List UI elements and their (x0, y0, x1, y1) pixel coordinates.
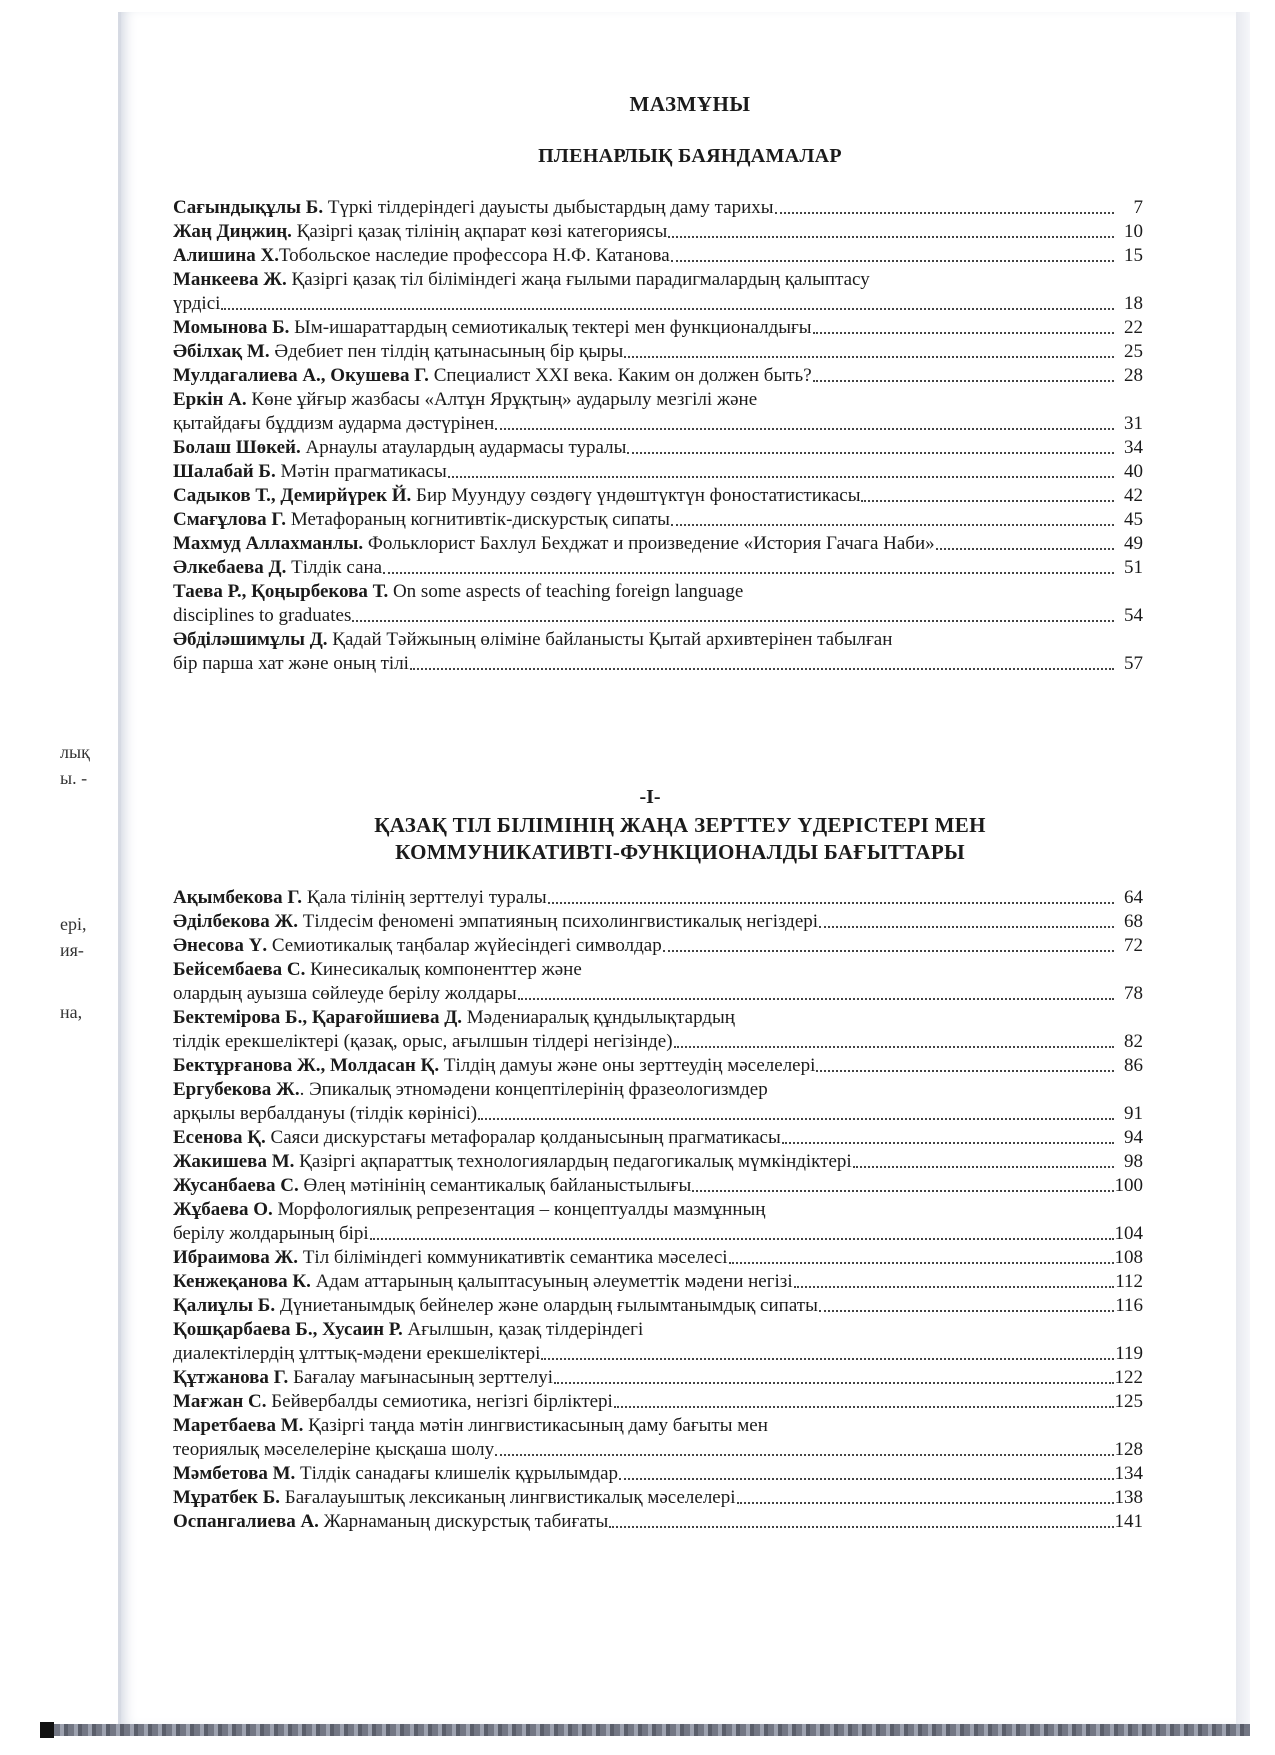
page-number: 7 (1133, 197, 1143, 218)
toc-entry-authors: Смағұлова Г. (173, 509, 287, 530)
dot-leader (671, 260, 1114, 262)
page-number: 51 (1124, 557, 1143, 578)
toc-entry-authors: Ақымбекова Г. (173, 887, 303, 908)
toc-entry (173, 532, 1143, 556)
toc-entry-line (173, 604, 1143, 628)
toc-entry-authors: Әділбекова Ж. (173, 911, 299, 932)
toc-entry-lead (173, 1342, 540, 1366)
page-number: 112 (1115, 1271, 1143, 1292)
left-page-fragment: лық (60, 742, 90, 762)
toc-entry (173, 910, 1143, 934)
toc-entry-title: Дүниетанымдық бейнелер және олардың ғылымтанымдық сипаты (275, 1295, 818, 1316)
toc-entry (173, 1198, 1143, 1246)
dot-leader (782, 1142, 1114, 1144)
section1-toc (173, 886, 1143, 1534)
toc-entry-authors: Жұбаева О. (173, 1199, 273, 1220)
toc-entry-title: тілдік ерекшеліктері (қазақ, орыс, ағылшын тілдері негізінде) (173, 1031, 673, 1052)
toc-entry (173, 1366, 1143, 1390)
toc-entry-authors: Жаң Диңжиң. (173, 221, 292, 242)
toc-entry-title: Мәдениаралық құндылықтардың (462, 1007, 735, 1028)
dot-leader (627, 452, 1114, 454)
toc-entry-lead (173, 652, 409, 676)
toc-entry-first-line (173, 1078, 1143, 1102)
page-number: 134 (1114, 1463, 1143, 1484)
toc-entry-authors: Есенова Қ. (173, 1127, 266, 1148)
toc-entry-line (173, 910, 1143, 934)
toc-entry-lead (173, 1270, 793, 1294)
toc-entry-authors: Сағындықұлы Б. (173, 197, 324, 218)
dot-leader (819, 926, 1114, 928)
toc-entry-title: Қадай Тәйжының өліміне байланысты Қытай архивтерінен табылған (327, 629, 893, 650)
scan-mark (40, 1722, 54, 1738)
toc-entry-authors: Шалабай Б. (173, 461, 276, 482)
toc-entry-line (173, 292, 1143, 316)
toc-entry-title: Тілдесім феномені эмпатияның психолингвистикалық негіздері (298, 911, 819, 932)
toc-entry-authors: Құтжанова Г. (173, 1367, 289, 1388)
toc-entry-lead (173, 1222, 369, 1246)
left-page-fragment: на, (60, 1002, 83, 1022)
toc-entry-line (173, 244, 1143, 268)
toc-entry-lead (173, 1150, 852, 1174)
toc-entry-first-line (173, 628, 1143, 652)
page-number: 86 (1124, 1055, 1143, 1076)
toc-entry-authors: Таева Р., Қоңырбекова Т. (173, 581, 389, 602)
scan-bottom-band (40, 1724, 1250, 1736)
toc-entry-title: disciplines to graduates (173, 605, 352, 626)
toc-entry-lead (173, 1486, 736, 1510)
toc-entry (173, 484, 1143, 508)
toc-entry-line (173, 1030, 1143, 1054)
dot-leader (624, 356, 1114, 358)
toc-entry-authors: Жусанбаева С. (173, 1175, 299, 1196)
toc-entry-lead (173, 1246, 728, 1270)
toc-entry (173, 268, 1143, 316)
toc-entry-title: арқылы вербалдануы (тілдік көрінісі) (173, 1103, 478, 1124)
toc-entry-line (173, 1054, 1143, 1078)
toc-entry-lead (173, 316, 812, 340)
dot-leader (936, 548, 1114, 550)
toc-entry-authors: Болаш Шөкей. (173, 437, 301, 458)
toc-entry-line (173, 1270, 1143, 1294)
toc-entry (173, 958, 1143, 1006)
plenary-toc (173, 196, 1143, 676)
toc-entry (173, 1510, 1143, 1534)
toc-entry-line (173, 532, 1143, 556)
toc-entry (173, 1318, 1143, 1366)
dot-leader (410, 668, 1114, 670)
toc-entry-title: Специалист XXI века. Каким он должен быть? (428, 365, 812, 386)
toc-entry-authors: Жакишева М. (173, 1151, 295, 1172)
toc-entry-lead (173, 244, 670, 268)
dot-leader (794, 1286, 1114, 1288)
toc-entry-first-line (173, 580, 1143, 604)
dot-leader (775, 212, 1114, 214)
toc-entry (173, 580, 1143, 628)
toc-entry-line (173, 508, 1143, 532)
dot-leader (692, 1190, 1113, 1192)
toc-entry-lead (173, 532, 935, 556)
page-number: 108 (1114, 1247, 1143, 1268)
dot-leader (548, 902, 1114, 904)
dot-leader (671, 524, 1114, 526)
toc-entry-lead (173, 604, 351, 628)
toc-entry-lead (173, 220, 667, 244)
toc-entry-lead (173, 292, 220, 316)
toc-entry (173, 196, 1143, 220)
toc-entry-line (173, 220, 1143, 244)
toc-entry-lead (173, 1054, 815, 1078)
toc-entry-title: Тіл біліміндегі коммуникативтік семантика мәселесі (298, 1247, 728, 1268)
toc-entry-title: Кинесикалық компоненттер және (305, 959, 582, 980)
toc-entry-lead (173, 1174, 691, 1198)
section-heading (300, 812, 1060, 866)
toc-entry-authors: Кенжеқанова К. (173, 1271, 311, 1292)
toc-entry-line (173, 1174, 1143, 1198)
page-number: 28 (1124, 365, 1143, 386)
dot-leader (813, 380, 1114, 382)
dot-leader (495, 1454, 1113, 1456)
toc-entry-title: . Эпикалық этномәдени концептілерінің фразеологизмдер (299, 1079, 768, 1100)
dot-leader (816, 1070, 1114, 1072)
page-number: 119 (1115, 1343, 1143, 1364)
toc-entry (173, 364, 1143, 388)
toc-entry-title: Көне ұйғыр жазбасы «Алтұн Ярұқтың» аударылу мезгілі және (246, 389, 758, 410)
toc-entry (173, 934, 1143, 958)
toc-entry-authors: Әбілхақ М. (173, 341, 270, 362)
section-heading-line-2: КОММУНИКАТИВТІ-ФУНКЦИОНАЛДЫ БАҒЫТТАРЫ (395, 840, 965, 864)
toc-entry-lead (173, 364, 812, 388)
toc-entry-lead (173, 436, 626, 460)
toc-entry-line (173, 886, 1143, 910)
toc-entry-title: Ағылшын, қазақ тілдеріндегі (402, 1319, 644, 1340)
toc-entry-first-line (173, 268, 1143, 292)
toc-entry (173, 886, 1143, 910)
toc-entry-title: Өлең мәтінінің семантикалық байланыстылығы (298, 1175, 692, 1196)
toc-entry-title: бір парша хат және оның тілі (173, 653, 409, 674)
toc-entry (173, 1054, 1143, 1078)
toc-entry-title: Арнаулы атаулардың аудармасы туралы (300, 437, 627, 458)
toc-entry-authors: Мәмбетова М. (173, 1463, 296, 1484)
toc-entry-authors: Мағжан С. (173, 1391, 267, 1412)
toc-entry-authors: Махмуд Аллахманлы. (173, 533, 364, 554)
toc-entry-title: Тілдің дамуы және оны зерттеудің мәселелері (439, 1055, 816, 1076)
page-number: 141 (1114, 1511, 1143, 1532)
dot-leader (221, 308, 1114, 310)
toc-entry (173, 508, 1143, 532)
toc-entry (173, 388, 1143, 436)
toc-entry-lead (173, 412, 494, 436)
toc-entry-title: теориялық мәселелеріне қысқаша шолу (173, 1439, 495, 1460)
page-number: 94 (1124, 1127, 1143, 1148)
page-number: 54 (1124, 605, 1143, 626)
toc-entry-title: Адам аттарының қалыптасуының әлеуметтік мәдени негізі (310, 1271, 793, 1292)
dot-leader (819, 1310, 1114, 1312)
toc-entry-authors: Маретбаева М. (173, 1415, 304, 1436)
page-number: 91 (1124, 1103, 1143, 1124)
toc-entry-lead (173, 196, 774, 220)
dot-leader (554, 1382, 1113, 1384)
toc-entry-line (173, 1510, 1143, 1534)
toc-entry (173, 340, 1143, 364)
page-number: 22 (1124, 317, 1143, 338)
plenary-heading: ПЛЕНАРЛЫҚ БАЯНДАМАЛАР (538, 145, 842, 167)
toc-entry-authors: Бектұрғанова Ж., Молдасан Қ. (173, 1055, 440, 1076)
toc-entry (173, 460, 1143, 484)
toc-entry-lead (173, 556, 382, 580)
toc-entry-lead (173, 886, 547, 910)
toc-entry-line (173, 1486, 1143, 1510)
page-number: 72 (1124, 935, 1143, 956)
toc-entry-authors: Әбділәшимұлы Д. (173, 629, 328, 650)
toc-entry (173, 1126, 1143, 1150)
toc-entry-authors: Әнесова Ү. (173, 935, 268, 956)
toc-entry-lead (173, 1510, 608, 1534)
dot-leader (663, 950, 1114, 952)
dot-leader (518, 998, 1114, 1000)
toc-entry-title: Қала тілінің зерттелуі туралы (302, 887, 547, 908)
toc-entry-title: Бир Муундуу сөздөгү үндөштүктүн фоностатистикасы (411, 485, 861, 506)
toc-entry (173, 628, 1143, 676)
dot-leader (861, 500, 1114, 502)
page-number: 98 (1124, 1151, 1143, 1172)
toc-entry (173, 220, 1143, 244)
page-number: 128 (1114, 1439, 1143, 1460)
toc-entry (173, 1246, 1143, 1270)
toc-entry-first-line (173, 958, 1143, 982)
toc-entry-authors: Әлкебаева Д. (173, 557, 287, 578)
dot-leader (352, 620, 1114, 622)
left-page-fragment: ы. - (60, 768, 88, 788)
toc-entry-authors: Мұратбек Б. (173, 1487, 281, 1508)
toc-entry-line (173, 1462, 1143, 1486)
toc-entry-lead (173, 1294, 818, 1318)
toc-entry-line (173, 1390, 1143, 1414)
page-number: 104 (1114, 1223, 1143, 1244)
toc-entry-line (173, 196, 1143, 220)
toc-entry-lead (173, 982, 517, 1006)
left-page-fragment: ия- (60, 940, 84, 960)
toc-entry-authors: Алишина Х. (173, 245, 279, 266)
toc-entry-title: берілу жолдарының бірі (173, 1223, 369, 1244)
toc-entry-title: олардың ауызша сөйлеуде берілу жолдары (173, 983, 517, 1004)
toc-entry-lead (173, 340, 623, 364)
page-edge (1236, 12, 1250, 1728)
toc-entry-first-line (173, 1006, 1143, 1030)
toc-entry-title: Қазіргі қазақ тіл біліміндегі жаңа ғылыми парадигмалардың қалыптасу (286, 269, 870, 290)
page-number: 15 (1124, 245, 1143, 266)
toc-entry-title: үрдісі (173, 293, 221, 314)
toc-entry (173, 1270, 1143, 1294)
toc-entry (173, 436, 1143, 460)
page-number: 125 (1114, 1391, 1143, 1412)
section-heading-line-1: ҚАЗАҚ ТІЛ БІЛІМІНІҢ ЖАҢА ЗЕРТТЕУ ҮДЕРІСТЕРІ МЕН (374, 813, 986, 837)
toc-entry (173, 1414, 1143, 1462)
page-number: 18 (1124, 293, 1143, 314)
page-number: 100 (1114, 1175, 1143, 1196)
dot-leader (495, 428, 1114, 430)
toc-entry-title: Семиотикалық таңбалар жүйесіндегі символдар (267, 935, 662, 956)
toc-entry (173, 1486, 1143, 1510)
toc-entry-authors: Ергубекова Ж. (173, 1079, 300, 1100)
toc-entry-title: Тілдік сана (286, 557, 383, 578)
toc-entry-title: Тобольское наследие профессора Н.Ф. Катанова (278, 245, 670, 266)
toc-entry-title: Бағалау мағынасының зерттелуі (288, 1367, 554, 1388)
toc-entry-title: Саяси дискурстағы метафоралар қолданысының прагматикасы (265, 1127, 781, 1148)
toc-entry-authors: Бектемірова Б., Қарағойшиева Д. (173, 1007, 463, 1028)
page-number: 57 (1124, 653, 1143, 674)
toc-entry-line (173, 1222, 1143, 1246)
toc-entry-line (173, 1126, 1143, 1150)
dot-leader (668, 236, 1114, 238)
toc-entry-lead (173, 1030, 673, 1054)
page-number: 49 (1124, 533, 1143, 554)
toc-entry-line (173, 484, 1143, 508)
toc-entry (173, 1462, 1143, 1486)
toc-entry-line (173, 316, 1143, 340)
toc-entry-lead (173, 1102, 477, 1126)
page-number: 64 (1124, 887, 1143, 908)
toc-entry-lead (173, 1438, 494, 1462)
toc-entry-authors: Ибраимова Ж. (173, 1247, 299, 1268)
toc-entry (173, 1390, 1143, 1414)
toc-entry-line (173, 1342, 1143, 1366)
toc-entry-first-line (173, 388, 1143, 412)
page-number: 122 (1114, 1367, 1143, 1388)
dot-leader (619, 1478, 1114, 1480)
toc-entry-title: Морфологиялық репрезентация – концептуалды мазмұнның (272, 1199, 766, 1220)
toc-entry (173, 1174, 1143, 1198)
toc-entry-first-line (173, 1198, 1143, 1222)
toc-entry-line (173, 1102, 1143, 1126)
toc-entry-first-line (173, 1414, 1143, 1438)
toc-entry (173, 1294, 1143, 1318)
toc-entry-authors: Еркін А. (173, 389, 247, 410)
toc-entry-line (173, 1246, 1143, 1270)
toc-entry-title: Фольклорист Бахлул Бехджат и произведение «История Гачага Наби» (363, 533, 935, 554)
toc-entry-line (173, 982, 1143, 1006)
page-number: 78 (1124, 983, 1143, 1004)
toc-entry-title: Метафораның когнитивтік-дискурстық сипаты (286, 509, 670, 530)
dot-leader (541, 1358, 1114, 1360)
toc-entry-title: Ым-ишараттардың семиотикалық тектері мен функционалдығы (289, 317, 812, 338)
toc-entry-authors: Қалиұлы Б. (173, 1295, 276, 1316)
page-number: 45 (1124, 509, 1143, 530)
toc-entry-line (173, 1438, 1143, 1462)
toc-entry (173, 244, 1143, 268)
toc-entry-authors: Қошқарбаева Б., Хусаин Р. (173, 1319, 403, 1340)
toc-entry-lead (173, 460, 447, 484)
dot-leader (729, 1262, 1114, 1264)
toc-entry-title: Тілдік санадағы клишелік құрылымдар (295, 1463, 618, 1484)
toc-entry-lead (173, 1366, 553, 1390)
page-number: 42 (1124, 485, 1143, 506)
toc-entry-lead (173, 484, 860, 508)
toc-entry-title: On some aspects of teaching foreign language (388, 581, 744, 602)
toc-entry-line (173, 364, 1143, 388)
toc-entry (173, 316, 1143, 340)
toc-entry-lead (173, 508, 670, 532)
toc-entry-authors: Оспангалиева А. (173, 1511, 319, 1532)
toc-entry-lead (173, 1126, 781, 1150)
page-title: МАЗМҰНЫ (629, 92, 751, 116)
toc-entry-line (173, 340, 1143, 364)
toc-entry-lead (173, 1390, 613, 1414)
toc-entry-lead (173, 910, 818, 934)
toc-entry-title: Мәтін прагматикасы (275, 461, 447, 482)
toc-entry-title: Қазіргі қазақ тілінің ақпарат көзі категориясы (291, 221, 668, 242)
page-number: 68 (1124, 911, 1143, 932)
page-number: 25 (1124, 341, 1143, 362)
toc-entry-lead (173, 1462, 618, 1486)
toc-entry-title: қытайдағы бұддизм аударма дәстүрінен (173, 413, 495, 434)
toc-entry-line (173, 1366, 1143, 1390)
toc-entry-authors: Манкеева Ж. (173, 269, 287, 290)
page-number: 138 (1114, 1487, 1143, 1508)
dot-leader (853, 1166, 1114, 1168)
toc-entry-title: Түркі тілдеріндегі дауысты дыбыстардың даму тарихы (323, 197, 774, 218)
toc-entry (173, 1006, 1143, 1054)
toc-entry-first-line (173, 1318, 1143, 1342)
section-number: -I- (639, 786, 661, 808)
toc-entry-line (173, 1294, 1143, 1318)
toc-entry-authors: Мулдагалиева А., Окушева Г. (173, 365, 429, 386)
toc-entry-title: Қазіргі ақпараттық технологиялардың педагогикалық мүмкіндіктері (294, 1151, 852, 1172)
page-number: 82 (1124, 1031, 1143, 1052)
page-number: 40 (1124, 461, 1143, 482)
dot-leader (370, 1238, 1114, 1240)
toc-entry-title: Бағалауыштық лексиканың лингвистикалық мәселелері (280, 1487, 736, 1508)
dot-leader (383, 572, 1114, 574)
toc-entry-title: Жарнаманың дискурстық табиғаты (318, 1511, 609, 1532)
toc-entry-lead (173, 934, 662, 958)
toc-entry-line (173, 652, 1143, 676)
toc-entry-authors: Садыков Т., Демирйүрек Й. (173, 485, 412, 506)
page-number: 34 (1124, 437, 1143, 458)
toc-entry-line (173, 460, 1143, 484)
page-number: 10 (1124, 221, 1143, 242)
toc-entry (173, 556, 1143, 580)
toc-entry-title: диалектілердің ұлттық-мәдени ерекшеліктері (173, 1343, 541, 1364)
dot-leader (614, 1406, 1114, 1408)
toc-entry-line (173, 1150, 1143, 1174)
toc-entry-title: Әдебиет пен тілдің қатынасының бір қыры (269, 341, 624, 362)
dot-leader (448, 476, 1114, 478)
left-page-fragment: ері, (60, 914, 87, 934)
toc-entry (173, 1150, 1143, 1174)
toc-entry-authors: Бейсембаева С. (173, 959, 306, 980)
page-number: 116 (1115, 1295, 1143, 1316)
page-number: 31 (1124, 413, 1143, 434)
dot-leader (609, 1526, 1113, 1528)
dot-leader (674, 1046, 1114, 1048)
toc-entry-title: Қазіргі таңда мәтін лингвистикасының даму бағыты мен (303, 1415, 768, 1436)
toc-entry-line (173, 412, 1143, 436)
toc-entry-line (173, 934, 1143, 958)
toc-entry-authors: Момынова Б. (173, 317, 290, 338)
toc-entry (173, 1078, 1143, 1126)
toc-entry-line (173, 556, 1143, 580)
dot-leader (813, 332, 1114, 334)
toc-entry-title: Бейвербалды семиотика, негізгі бірліктері (266, 1391, 613, 1412)
dot-leader (478, 1118, 1114, 1120)
dot-leader (737, 1502, 1114, 1504)
toc-entry-line (173, 436, 1143, 460)
